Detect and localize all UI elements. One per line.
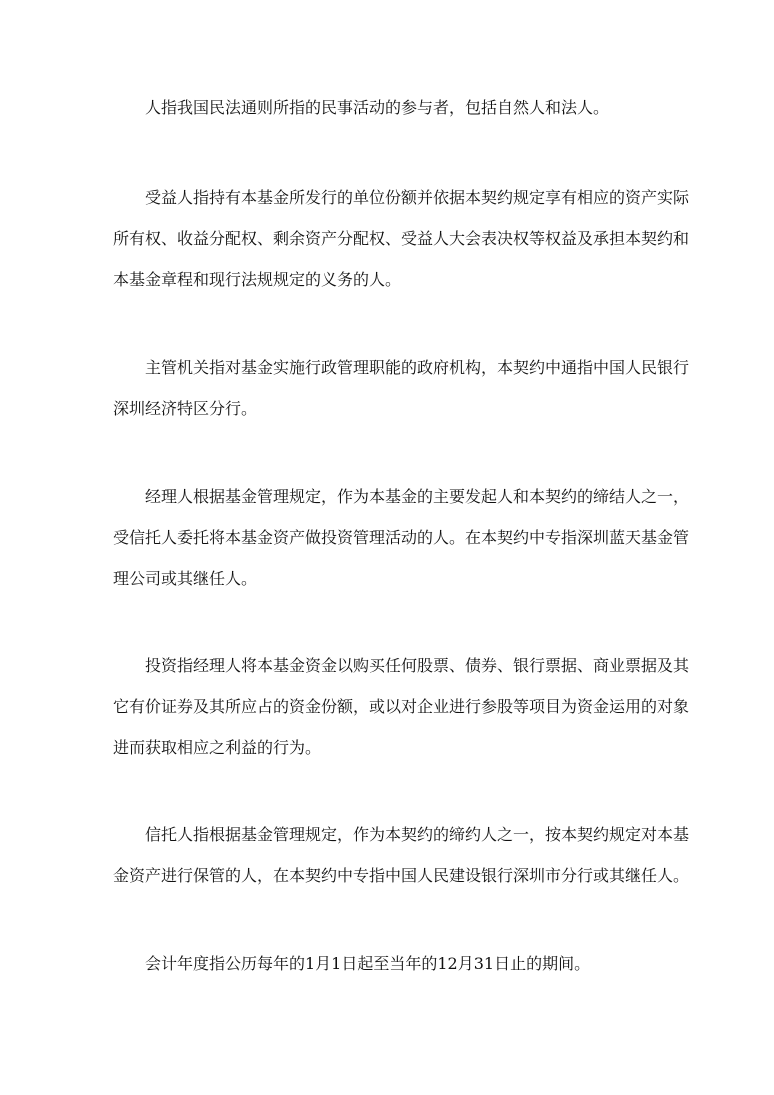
paragraph-line: 金资产进行保管的人，在本契约中专指中国人民建设银行深圳市分行或其继任人。	[113, 866, 690, 885]
paragraph-line: 会计年度指公历每年的1月1日起至当年的12月31日止的期间。	[145, 954, 591, 973]
paragraph-beneficiary	[113, 188, 690, 289]
paragraph-line: 经理人根据基金管理规定，作为本基金的主要发起人和本契约的缔结人之一，	[145, 487, 690, 506]
paragraph-line: 理公司或其继任人。	[113, 569, 258, 588]
paragraph-line: 受益人指持有本基金所发行的单位份额并依据本契约规定享有相应的资产实际	[145, 188, 690, 207]
paragraph-authority	[113, 358, 690, 418]
paragraph-line: 它有价证券及其所应占的资金份额，或以对企业进行参股等项目为资金运用的对象	[113, 697, 690, 716]
paragraph-line: 进而获取相应之利益的行为。	[113, 738, 322, 757]
paragraph-line: 主管机关指对基金实施行政管理职能的政府机构，本契约中通指中国人民银行	[145, 358, 690, 377]
paragraph-line: 本基金章程和现行法规规定的义务的人。	[113, 270, 402, 289]
paragraph-trustee	[113, 825, 690, 885]
paragraph-line: 人指我国民法通则所指的民事活动的参与者，包括自然人和法人。	[145, 98, 610, 117]
paragraph-fiscal-year	[113, 956, 673, 972]
paragraph-line: 受信托人委托将本基金资产做投资管理活动的人。在本契约中专指深圳蓝天基金管	[113, 528, 690, 547]
paragraph-line: 所有权、收益分配权、剩余资产分配权、受益人大会表决权等权益及承担本契约和	[113, 229, 690, 248]
paragraph-investment	[113, 656, 690, 757]
paragraph-line: 投资指经理人将本基金资金以购买任何股票、债券、银行票据、商业票据及其	[145, 656, 690, 675]
paragraph-manager	[113, 487, 690, 588]
paragraph-line: 信托人指根据基金管理规定，作为本契约的缔约人之一，按本契约规定对本基	[145, 825, 690, 844]
paragraph-line: 深圳经济特区分行。	[113, 399, 258, 418]
paragraph-natural-person	[113, 100, 673, 116]
